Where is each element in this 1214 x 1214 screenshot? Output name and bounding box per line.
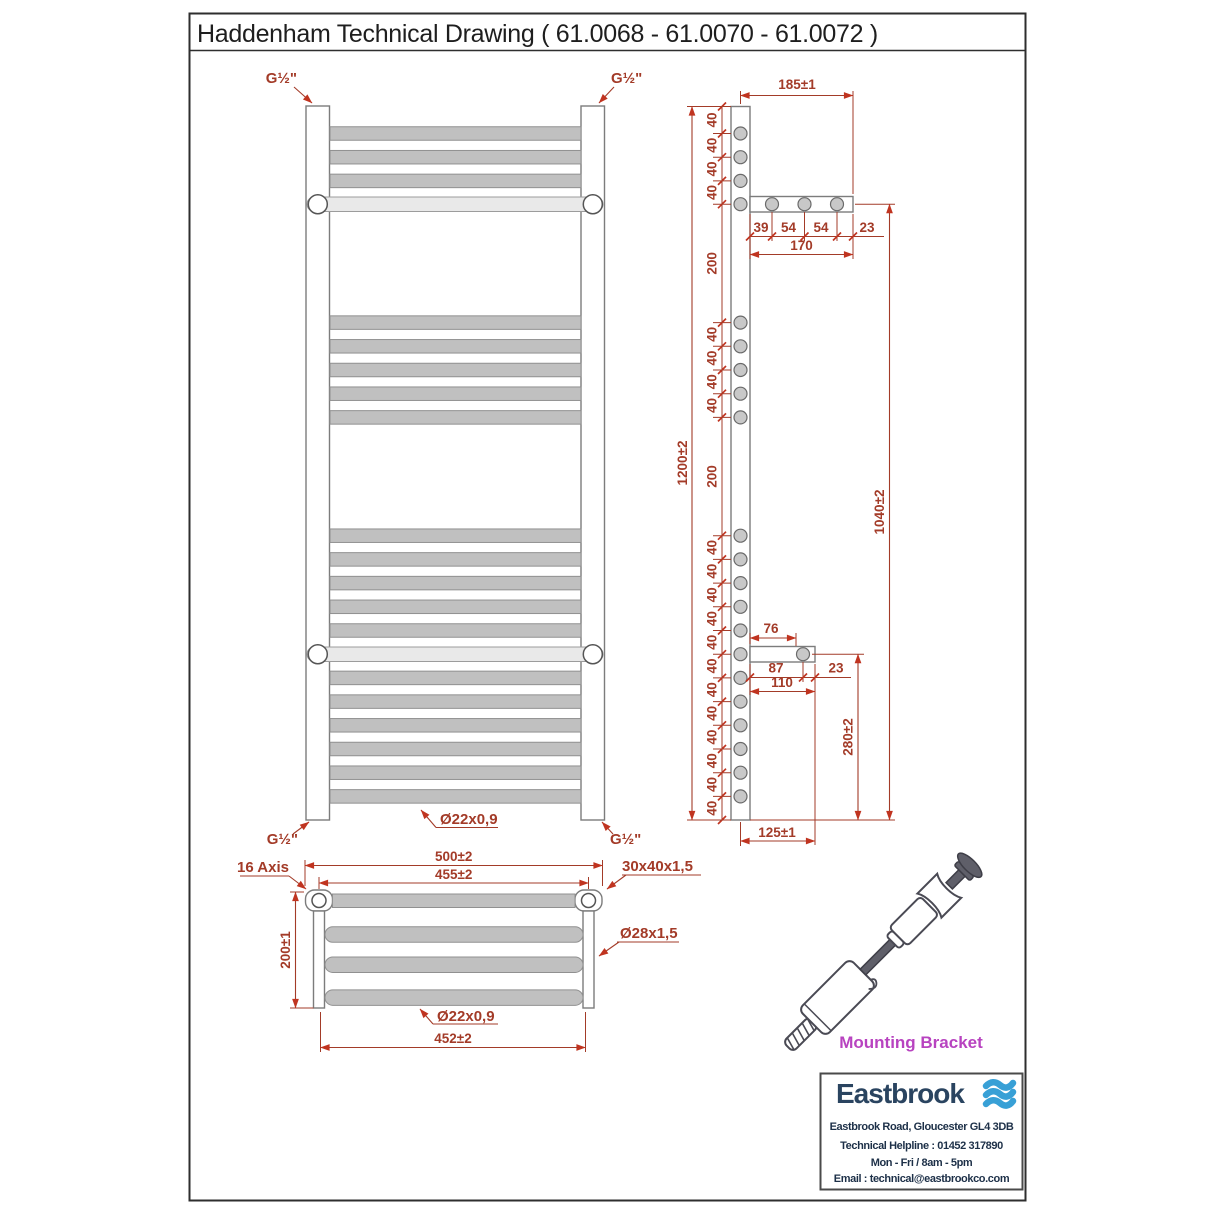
spacing-dim: 40	[704, 397, 720, 414]
spacing-dim: 40	[704, 587, 720, 603]
rung	[330, 553, 581, 567]
company-email: Email : technical@eastbrookco.com	[833, 1173, 1010, 1185]
page-title: Haddenham Technical Drawing ( 61.0068 - 61.0070 - 61.0072 )	[197, 20, 878, 48]
upper-bracket-offset-dim: 39	[753, 220, 769, 235]
wave-bar	[986, 1100, 1013, 1105]
rung	[330, 363, 581, 377]
rung	[330, 671, 581, 685]
rung	[330, 766, 581, 780]
mounting-bracket-caption: Mounting Bracket	[839, 1033, 983, 1052]
spacing-dim: 40	[704, 137, 720, 153]
rung	[330, 624, 581, 638]
rung	[330, 695, 581, 709]
company-logo-waves-icon	[986, 1082, 1013, 1105]
fitting-label-top-right: G½"	[611, 70, 643, 87]
spacing-dim: 40	[704, 161, 720, 177]
wave-bar	[986, 1091, 1013, 1096]
rung	[330, 411, 581, 425]
spacing-dim: 40	[704, 800, 720, 816]
plan-rung-tube-label: Ø22x0,9	[437, 1008, 495, 1025]
plan-right-tube	[583, 911, 594, 1008]
rung	[330, 340, 581, 354]
spacing-dim: 40	[704, 184, 720, 201]
company-address: Eastbrook Road, Gloucester GL4 3DB	[829, 1121, 1014, 1133]
company-helpline: Technical Helpline : 01452 317890	[840, 1140, 1003, 1152]
rung	[330, 174, 581, 188]
plan-depth-dim: 200±1	[278, 931, 293, 969]
bracket-hole	[797, 648, 810, 661]
lower-bracket-length-dim: 110	[771, 675, 793, 690]
spacing-dim: 40	[704, 729, 720, 745]
plan-right-hole	[582, 894, 596, 908]
bracket-hole	[766, 198, 779, 211]
gap-dim: 200	[704, 252, 720, 275]
spacing-dim: 40	[704, 350, 720, 366]
tube-centres-dim: 452±2	[434, 1031, 472, 1046]
spacing-dim: 40	[704, 634, 720, 650]
rung	[330, 790, 581, 804]
lower-bracket-overhang-dim: 23	[828, 660, 844, 676]
upper-bracket-overhang-dim: 23	[859, 220, 875, 235]
spacing-dim: 40	[704, 658, 720, 674]
plan-rung	[325, 990, 583, 1006]
company-hours: Mon - Fri / 8am - 5pm	[870, 1157, 973, 1169]
rung	[330, 600, 581, 614]
lower-bracket-plate-dim: 76	[763, 621, 779, 636]
spacing-dim: 40	[704, 611, 720, 627]
spacing-dim: 40	[704, 374, 720, 390]
upper-bracket-bar	[307, 195, 603, 214]
front-rung-tube-label: Ø22x0,9	[440, 811, 498, 828]
side-profile-label: 30x40x1,5	[622, 858, 693, 875]
plan-left-tube	[314, 911, 325, 1008]
company-card	[821, 1074, 1023, 1190]
company-logo-text: Eastbrook	[836, 1078, 964, 1109]
upper-bracket-pitch-dim: 54	[780, 220, 797, 235]
wave-bar	[986, 1082, 1013, 1087]
upper-bracket-length-dim: 170	[790, 238, 813, 253]
plan-left-hole	[312, 894, 326, 908]
spacing-dim: 40	[704, 326, 720, 342]
fitting-label-top-left: G½"	[265, 70, 297, 87]
spacing-dim: 40	[704, 753, 720, 769]
spacing-dim: 40	[704, 539, 720, 556]
upper-bracket-pitch-dim: 54	[813, 220, 829, 235]
rung	[330, 150, 581, 164]
top-depth-dim: 185±1	[778, 77, 816, 92]
bracket-hole	[798, 198, 811, 211]
lower-bracket-hole-dim: 87	[768, 660, 784, 676]
plan-rung	[325, 957, 583, 973]
spacing-dim: 40	[704, 563, 720, 579]
rung	[330, 529, 581, 543]
axis-note: 16 Axis	[237, 859, 289, 876]
rung	[330, 719, 581, 733]
plan-rung	[325, 927, 583, 943]
lower-bracket-height-dim: 280±2	[840, 718, 856, 756]
hole-centres-dim: 455±2	[434, 867, 473, 882]
overall-height-dim: 1200±2	[675, 440, 690, 486]
spacing-dim: 40	[704, 776, 720, 793]
bracket-height-dim: 1040±2	[872, 489, 887, 535]
fitting-label-bottom-right: G½"	[610, 831, 642, 848]
spacing-dim: 40	[704, 705, 720, 721]
side-tube	[731, 107, 750, 821]
rung	[330, 127, 581, 141]
rung	[330, 576, 581, 590]
rung	[330, 742, 581, 756]
gap-dim: 200	[704, 465, 720, 488]
rung	[330, 387, 581, 401]
side-tube-label: Ø28x1,5	[620, 925, 678, 942]
overall-width-dim: 500±2	[434, 849, 473, 864]
spacing-dim: 40	[704, 682, 720, 698]
bracket-hole	[831, 198, 844, 211]
rung	[330, 316, 581, 330]
plan-top-bar	[333, 894, 576, 908]
spacing-dim: 40	[704, 112, 720, 128]
lower-bracket-bar	[307, 645, 603, 664]
fitting-label-bottom-left: G½"	[266, 831, 298, 848]
bottom-depth-dim: 125±1	[758, 825, 796, 840]
